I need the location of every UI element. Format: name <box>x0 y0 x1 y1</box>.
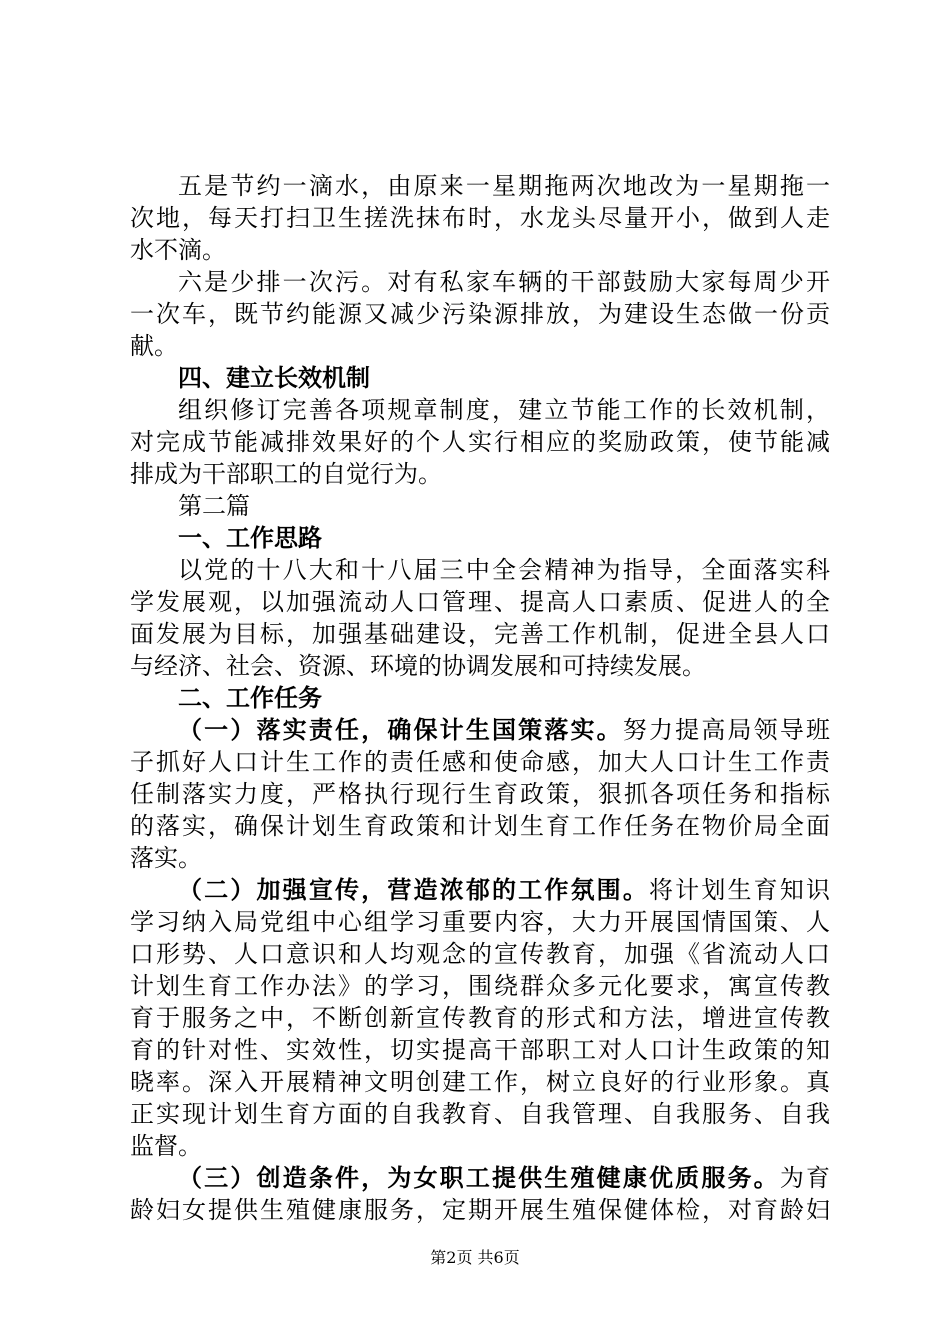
line-text: 为育 <box>779 1164 830 1192</box>
text-line: 育的针对性、实效性，切实提高干部职工对人口计生政策的知 <box>130 1036 830 1064</box>
text-line: 育于服务之中，不断创新宣传教育的形式和方法，增进宣传教 <box>130 1004 830 1032</box>
text-line: 计划生育工作办法》的学习，围绕群众多元化要求，寓宣传教 <box>130 972 830 1000</box>
text-line: 的落实，确保计划生育政策和计划生育工作任务在物价局全面 <box>130 812 830 840</box>
section-lead: （一）落实责任，确保计生国策落实。 <box>178 715 623 744</box>
text-line: 与经济、社会、资源、环境的协调发展和可持续发展。 <box>130 652 706 680</box>
text-line: 第二篇 <box>178 492 250 520</box>
text-line: 子抓好人口计生工作的责任感和使命感，加大人口计生工作责 <box>130 748 830 776</box>
text-line: 晓率。深入开展精神文明创建工作，树立良好的行业形象。真 <box>130 1068 830 1096</box>
text-line: 排成为干部职工的自觉行为。 <box>130 460 442 488</box>
text-line: 以党的十八大和十八届三中全会精神为指导，全面落实科 <box>178 556 830 584</box>
text-line: 学发展观，以加强流动人口管理、提高人口素质、促进人的全 <box>130 588 830 616</box>
text-line: 水不滴。 <box>130 236 226 264</box>
text-line <box>130 1162 830 1194</box>
text-line: 二、工作任务 <box>178 683 322 712</box>
text-line: 次地，每天打扫卫生搓洗抹布时，水龙头尽量开小，做到人走 <box>130 204 830 232</box>
line-text: 将计划生育知识 <box>649 876 830 904</box>
text-line: 面发展为目标，加强基础建设，完善工作机制，促进全县人口 <box>130 620 830 648</box>
section-lead: （二）加强宣传，营造浓郁的工作氛围。 <box>178 875 649 904</box>
text-line: 监督。 <box>130 1132 202 1160</box>
page-footer: 第2页 共6页 <box>430 1248 520 1267</box>
text-line <box>130 714 830 746</box>
text-line: 六是少排一次污。对有私家车辆的干部鼓励大家每周少开 <box>178 268 830 296</box>
line-text: 努力提高局领导班 <box>622 716 830 744</box>
section-lead: （三）创造条件，为女职工提供生殖健康优质服务。 <box>178 1163 780 1192</box>
text-line: 一次车，既节约能源又减少污染源排放，为建设生态做一份贡 <box>130 300 830 328</box>
text-line: 献。 <box>130 332 178 360</box>
text-line: 龄妇女提供生殖健康服务，定期开展生殖保健体检，对育龄妇 <box>130 1196 830 1224</box>
text-line: 口形势、人口意识和人均观念的宣传教育，加强《省流动人口 <box>130 940 830 968</box>
text-line <box>130 874 830 906</box>
text-line: 任制落实力度，严格执行现行生育政策，狠抓各项任务和指标 <box>130 780 830 808</box>
text-line: 落实。 <box>130 844 202 872</box>
text-line: 学习纳入局党组中心组学习重要内容，大力开展国情国策、人 <box>130 908 830 936</box>
text-line: 四、建立长效机制 <box>178 363 370 392</box>
text-line: 五是节约一滴水，由原来一星期拖两次地改为一星期拖一 <box>178 172 830 200</box>
text-line: 一、工作思路 <box>178 523 322 552</box>
text-line: 对完成节能减排效果好的个人实行相应的奖励政策，使节能减 <box>130 428 830 456</box>
text-line: 组织修订完善各项规章制度，建立节能工作的长效机制， <box>178 396 830 424</box>
text-line: 正实现计划生育方面的自我教育、自我管理、自我服务、自我 <box>130 1100 830 1128</box>
